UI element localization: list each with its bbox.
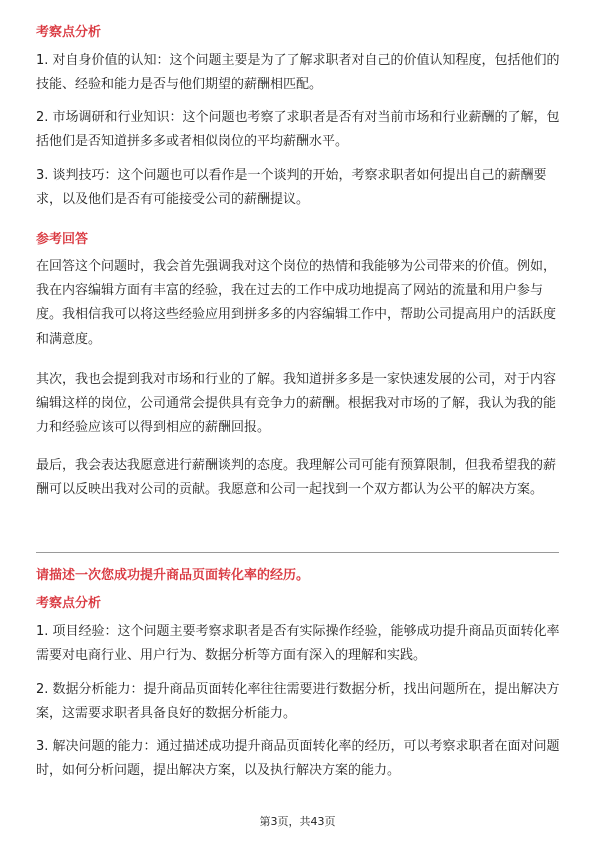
analysis-point: 1. 项目经验：这个问题主要考察求职者是否有实际操作经验，能够成功提升商品页面转化率需要对电商行业、用户行为、数据分析等方面有深入的理解和实践。	[36, 624, 560, 664]
page-footer: 第3页，共43页	[259, 815, 336, 828]
question-heading: 请描述一次您成功提升商品页面转化率的经历。	[36, 568, 310, 583]
analysis-point: 2. 数据分析能力：提升商品页面转化率往往需要进行数据分析，找出问题所在，提出解决方案，这需要求职者具备良好的数据分析能力。	[36, 682, 560, 722]
analysis-point: 2. 市场调研和行业知识：这个问题也考察了求职者是否有对当前市场和行业薪酬的了解，包括他们是否知道拼多多或者相似岗位的平均薪酬水平。	[36, 110, 560, 150]
answer-heading: 参考回答	[36, 232, 89, 247]
answer-paragraph: 在回答这个问题时，我会首先强调我对这个岗位的热情和我能够为公司带来的价值。例如，我在内容编辑方面有丰富的经验，我在过去的工作中成功地提高了网站的流量和用户参与度。我相信我可以将这些经验应用到拼多多的内容编辑工作中，帮助公司提高用户的活跃度和满意度。	[36, 259, 557, 347]
answer-paragraph: 最后，我会表达我愿意进行薪酬谈判的态度。我理解公司可能有预算限制，但我希望我的薪酬可以反映出我对公司的贡献。我愿意和公司一起找到一个双方都认为公平的解决方案。	[36, 458, 557, 498]
analysis-point: 3. 谈判技巧：这个问题也可以看作是一个谈判的开始，考察求职者如何提出自己的薪酬要求，以及他们是否有可能接受公司的薪酬提议。	[36, 168, 547, 208]
analysis-point: 3. 解决问题的能力：通过描述成功提升商品页面转化率的经历，可以考察求职者在面对问题时，如何分析问题，提出解决方案，以及执行解决方案的能力。	[36, 739, 560, 779]
analysis-heading: 考察点分析	[36, 596, 102, 611]
section-divider	[36, 552, 559, 553]
analysis-point: 1. 对自身价值的认知：这个问题主要是为了了解求职者对自己的价值认知程度，包括他们的技能、经验和能力是否与他们期望的薪酬相匹配。	[36, 53, 560, 93]
answer-paragraph: 其次，我也会提到我对市场和行业的了解。我知道拼多多是一家快速发展的公司，对于内容编辑这样的岗位，公司通常会提供具有竞争力的薪酬。根据我对市场的了解，我认为我的能力和经验应该可以得到相应的薪酬回报。	[36, 372, 557, 436]
analysis-heading: 考察点分析	[36, 25, 102, 40]
